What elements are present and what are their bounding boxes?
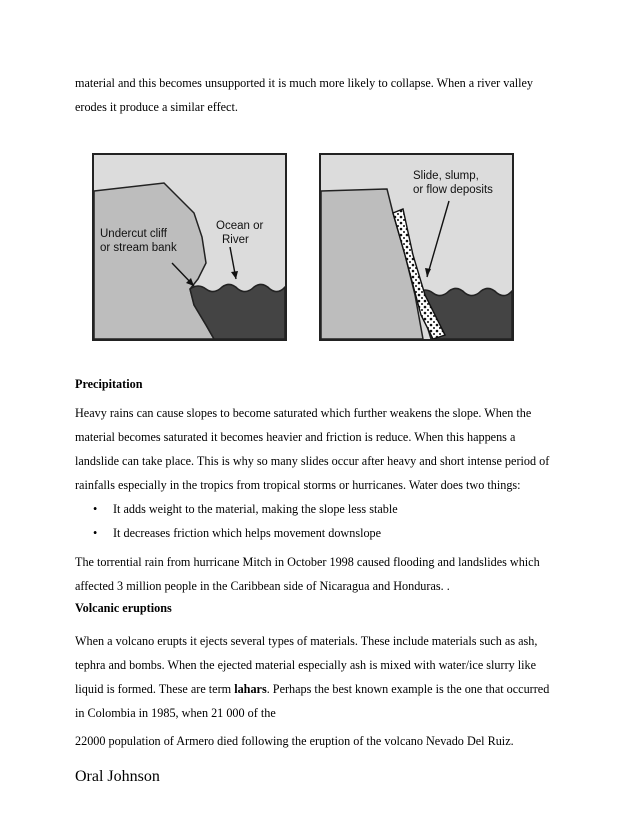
volcanic-line-4: in Colombia in 1985, when 21 000 of the [75,706,276,720]
bullet-icon: • [93,526,98,540]
list-item: • It decreases friction which helps movement downslope [75,521,398,545]
undercut-cliff-diagram [92,153,287,341]
heading-precipitation: Precipitation [75,377,143,391]
intro-line-1: material and this becomes unsupported it is much more likely to collapse. When a river valley [75,76,534,90]
precip-line-2: material becomes saturated it becomes heavier and friction is reduce. When this happens a [75,430,516,444]
footer-author: Oral Johnson [75,768,160,785]
heading-volcanic-eruptions: Volcanic eruptions [75,601,172,615]
label-river: River [222,234,249,246]
label-flow-deposits: or flow deposits [413,184,493,196]
arrow-to-deposit [427,201,449,277]
term-lahars: lahars [234,682,267,696]
precip-line-4: rainfalls especially in the tropics from tropical storms or hurricanes. Water does two things: [75,478,521,492]
label-stream-bank: or stream bank [100,242,177,254]
bullet-icon: • [93,502,98,516]
undercut-cliff-illustration [94,155,285,339]
label-slide-slump: Slide, slump, [413,170,479,182]
mitch-line-2: affected 3 million people in the Caribbean side of Nicaragua and Honduras. . [75,579,450,593]
intro-line-2: erodes it produce a similar effect. [75,100,238,114]
label-ocean: Ocean or [216,220,264,232]
list-item: • It adds weight to the material, making the slope less stable [75,497,398,521]
volcanic-line-1: When a volcano erupts it ejects several types of materials. These include materials such as ash, [75,634,538,648]
label-undercut-cliff: Undercut cliff [100,228,167,240]
slide-deposit-illustration [321,155,512,339]
slide-deposit-diagram [319,153,514,341]
volcanic-line-2: tephra and bombs. When the ejected material especially ash is mixed with water/ice slurry like [75,658,537,672]
mitch-line-1: The torrential rain from hurricane Mitch in October 1998 caused flooding and landslides which [75,555,540,569]
volcanic-line-3: liquid is formed. These are term lahars. Perhaps the best known example is the one that occurred [75,682,550,696]
precip-line-1: Heavy rains can cause slopes to become saturated which further weakens the slope. When the [75,406,532,420]
water-effects-list [75,497,398,545]
volcanic-line-5: 22000 population of Armero died following the eruption of the volcano Nevado Del Ruiz. [75,734,514,748]
precip-line-3: landslide can take place. This is why so many slides occur after heavy and short intense period of [75,454,550,468]
